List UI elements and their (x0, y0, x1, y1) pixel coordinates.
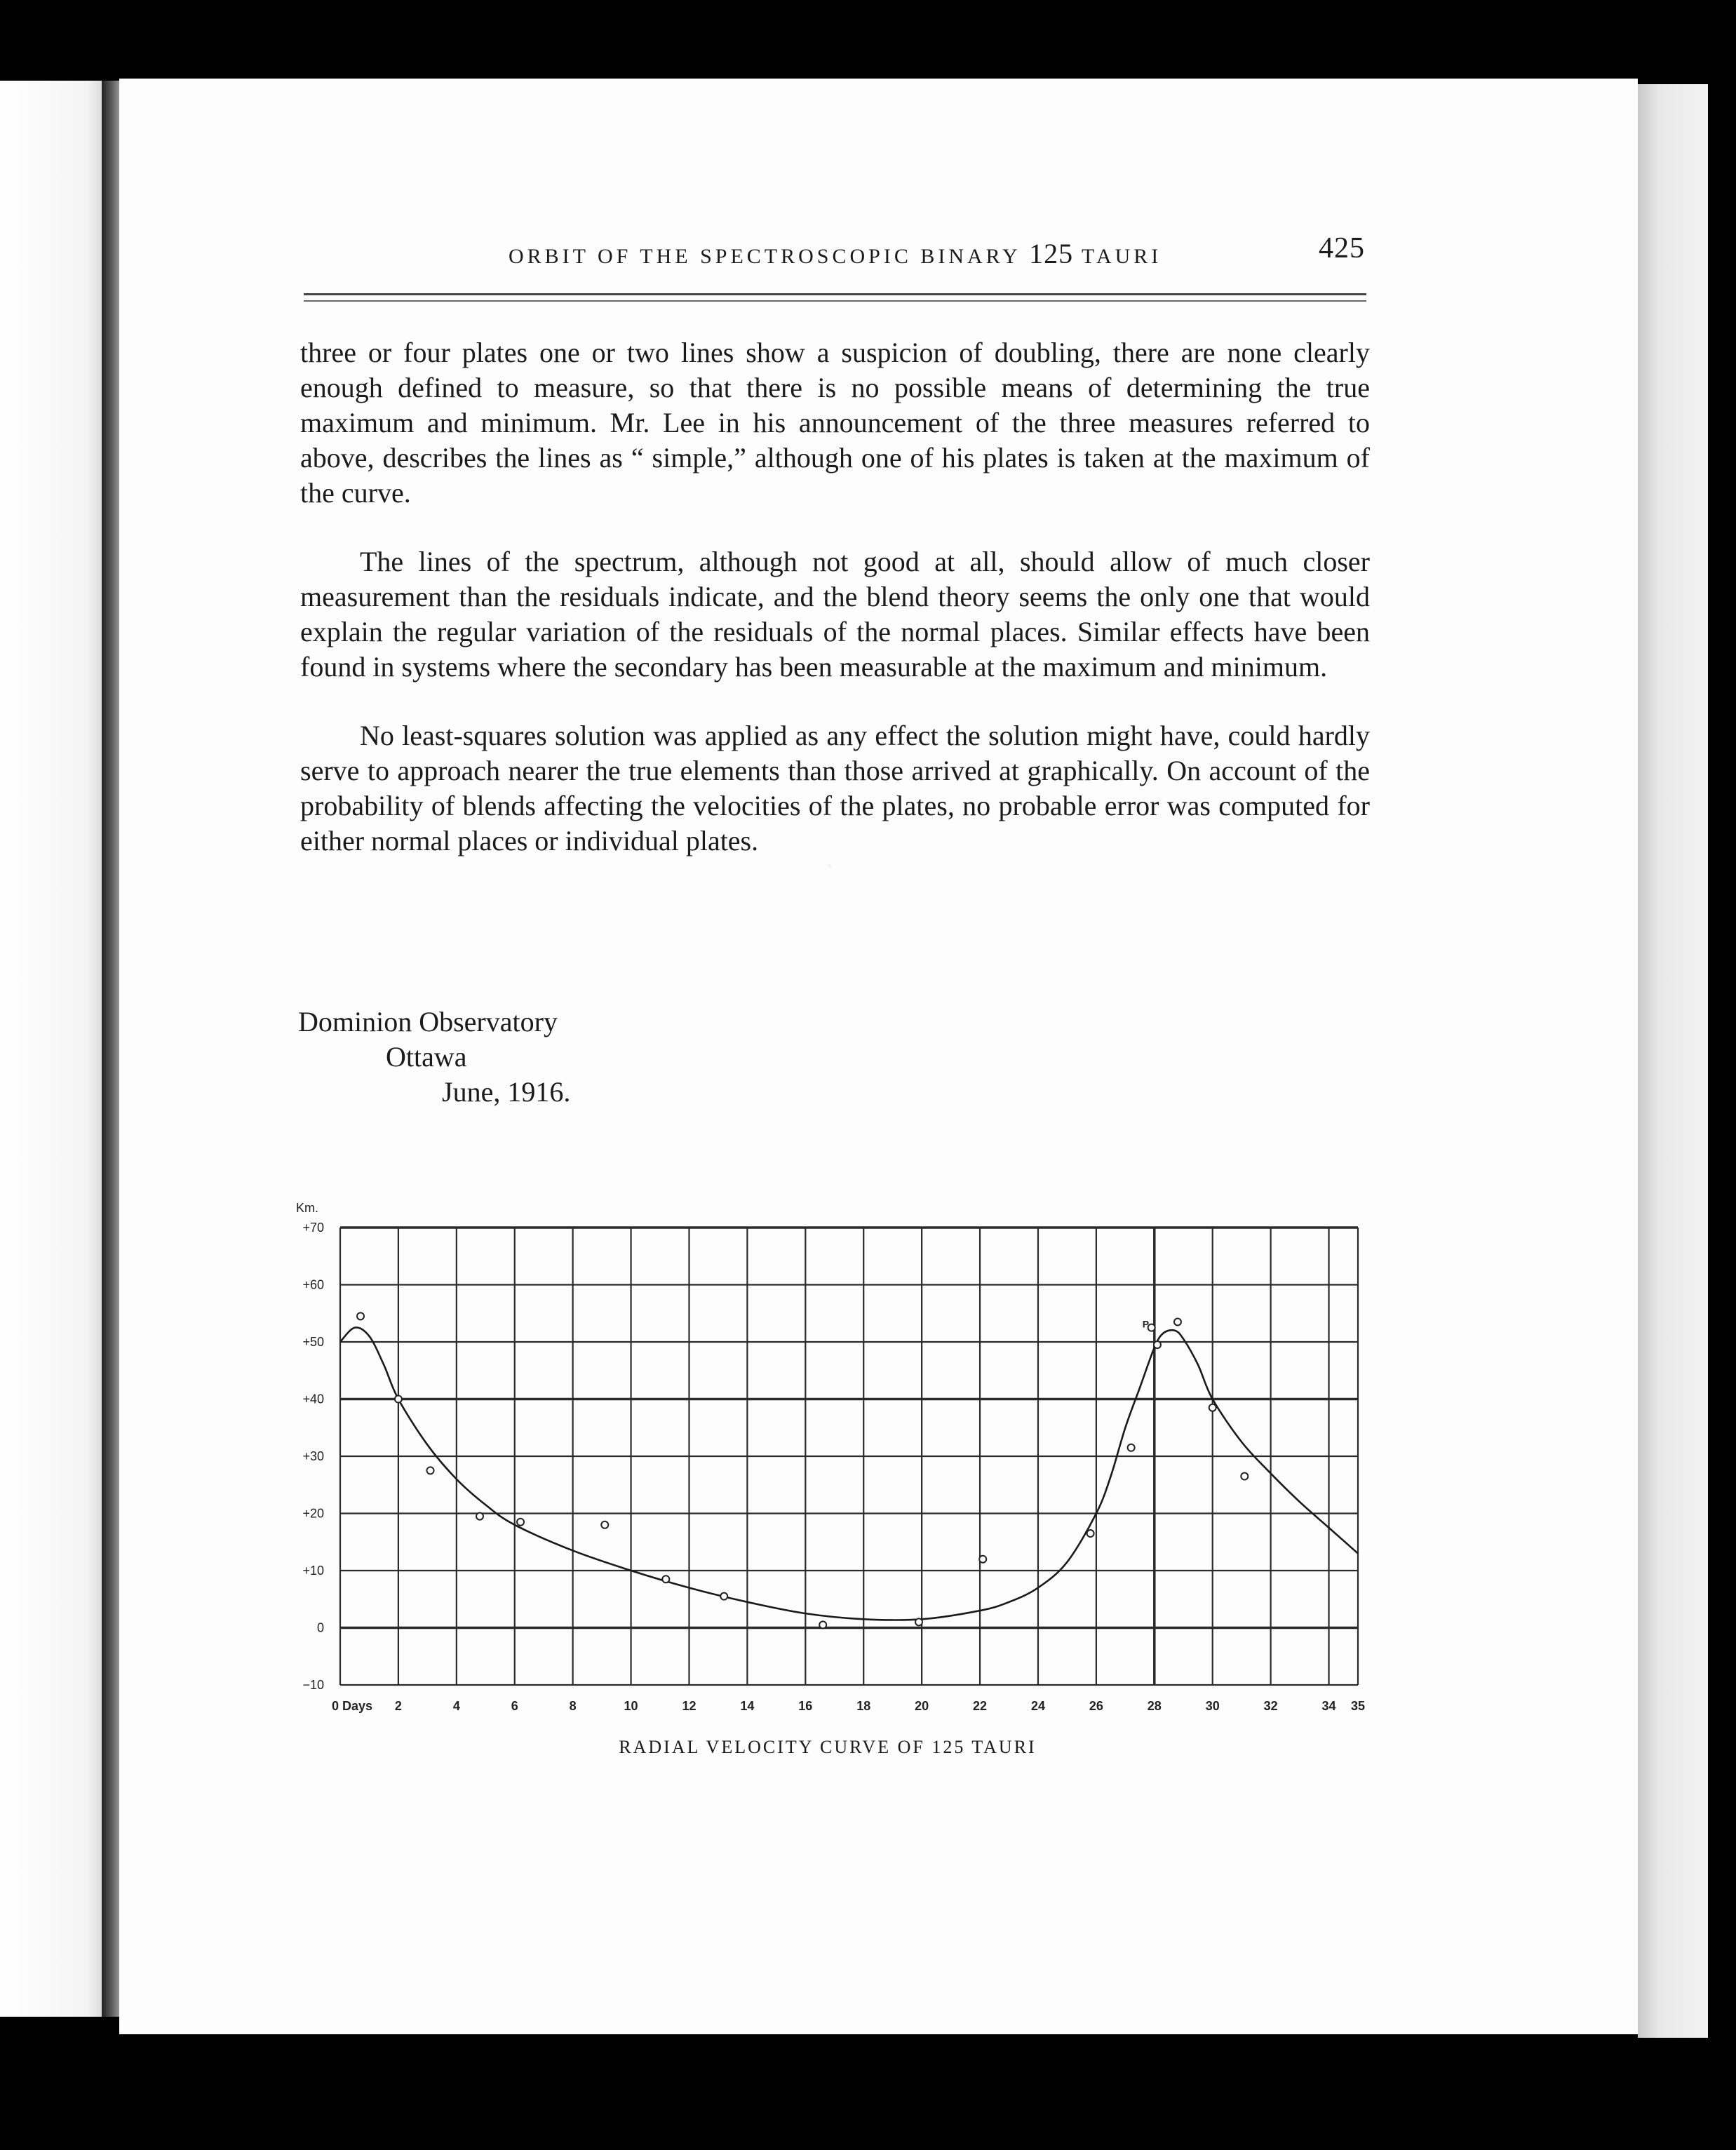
observation-point (1148, 1324, 1155, 1331)
x-tick-label: 28 (1147, 1699, 1162, 1713)
x-tick-label: 30 (1205, 1699, 1220, 1713)
running-head (509, 237, 1350, 270)
y-tick-label: −10 (302, 1678, 324, 1692)
x-tick-label: 34 (1321, 1699, 1336, 1713)
x-tick-label: 10 (624, 1699, 638, 1713)
y-tick-label: +60 (302, 1277, 324, 1292)
observation-point (1087, 1530, 1094, 1537)
x-tick-label: 16 (798, 1699, 813, 1713)
x-tick-label: 35 (1350, 1699, 1366, 1713)
observation-point (720, 1593, 727, 1600)
signoff-date: June, 1916. (442, 1076, 571, 1108)
observation-point (819, 1621, 826, 1628)
velocity-curve (340, 1327, 1358, 1620)
observation-point (1154, 1341, 1161, 1348)
y-tick-label: 0 (316, 1620, 324, 1635)
x-tick-label: 6 (511, 1699, 518, 1713)
signoff (298, 1005, 570, 1110)
x-tick-label: 4 (452, 1699, 460, 1713)
observation-point (915, 1618, 922, 1625)
page-edge (1638, 84, 1708, 2038)
observation-point (1174, 1318, 1181, 1325)
page-number: 425 (1319, 232, 1365, 264)
x-tick-label: 26 (1089, 1699, 1103, 1713)
x-tick-label: 2 (394, 1699, 402, 1713)
observation-point (517, 1519, 524, 1526)
observation-point (476, 1513, 483, 1520)
x-tick-label: 32 (1263, 1699, 1278, 1713)
x-tick-label: 24 (1030, 1699, 1045, 1713)
observation-point (357, 1312, 364, 1319)
y-tick-label: +50 (302, 1335, 324, 1349)
running-title-star: TAURI (1082, 245, 1162, 268)
paragraph-1: three or four plates one or two lines show a suspicion of doubling, there are none clearly enough defined to measure, so that there is no possible means of determining the true maximum and minimum. Mr. Lee in his announcement of the three measures referred to above, describes the lines as “ simple,” although one of his plates is taken at the maximum of the curve. (300, 337, 1370, 509)
x-tick-label: 0 Days (332, 1699, 373, 1713)
signoff-city: Ottawa (386, 1041, 467, 1073)
observation-point (1241, 1473, 1248, 1480)
paragraph-2: The lines of the spectrum, although not good at all, should allow of much closer measurement than the residuals indicate, and the blend theory seems the only one that would explain the regular variation of the residuals of the normal places. Similar effects have been found in systems where the secondary has been measurable at the maximum and minimum. (300, 546, 1370, 683)
body-text (300, 335, 1370, 892)
chart-caption: RADIAL VELOCITY CURVE OF 125 TAURI (619, 1737, 1037, 1757)
observation-point (395, 1396, 402, 1403)
adjacent-page (0, 81, 109, 2017)
observation-point (1209, 1404, 1216, 1411)
running-title: ORBIT OF THE SPECTROSCOPIC BINARY (509, 245, 1021, 268)
observation-point (1128, 1444, 1135, 1451)
y-tick-label: +30 (302, 1449, 324, 1463)
radial-velocity-chart (281, 1185, 1375, 1733)
signoff-institution: Dominion Observatory (298, 1006, 558, 1037)
running-title-number: 125 (1029, 238, 1074, 269)
y-tick-label: +20 (302, 1506, 324, 1521)
x-tick-label: 22 (973, 1699, 988, 1713)
x-tick-label: 12 (682, 1699, 697, 1713)
y-tick-label: +10 (302, 1564, 324, 1578)
annotation-label: P (1142, 1318, 1150, 1330)
x-tick-label: 20 (915, 1699, 929, 1713)
header-rule-thin (304, 300, 1366, 302)
x-tick-label: 8 (569, 1699, 577, 1713)
observation-point (662, 1575, 669, 1583)
observation-point (427, 1467, 434, 1474)
observation-point (979, 1556, 986, 1563)
chart-svg (281, 1185, 1375, 1733)
header-rule (304, 293, 1366, 295)
observation-point (601, 1521, 608, 1528)
x-tick-label: 14 (740, 1699, 755, 1713)
y-tick-label: +40 (302, 1392, 324, 1406)
y-axis-unit-label: Km. (296, 1201, 319, 1215)
y-tick-label: +70 (302, 1221, 324, 1235)
x-tick-label: 18 (856, 1699, 871, 1713)
paragraph-3: No least-squares solution was applied as any effect the solution might have, could hardly serve to approach nearer the true elements than those arrived at graphically. On account of the probability of blends affecting the velocities of the plates, no probable error was computed for either normal places or individual plates. (300, 720, 1370, 856)
